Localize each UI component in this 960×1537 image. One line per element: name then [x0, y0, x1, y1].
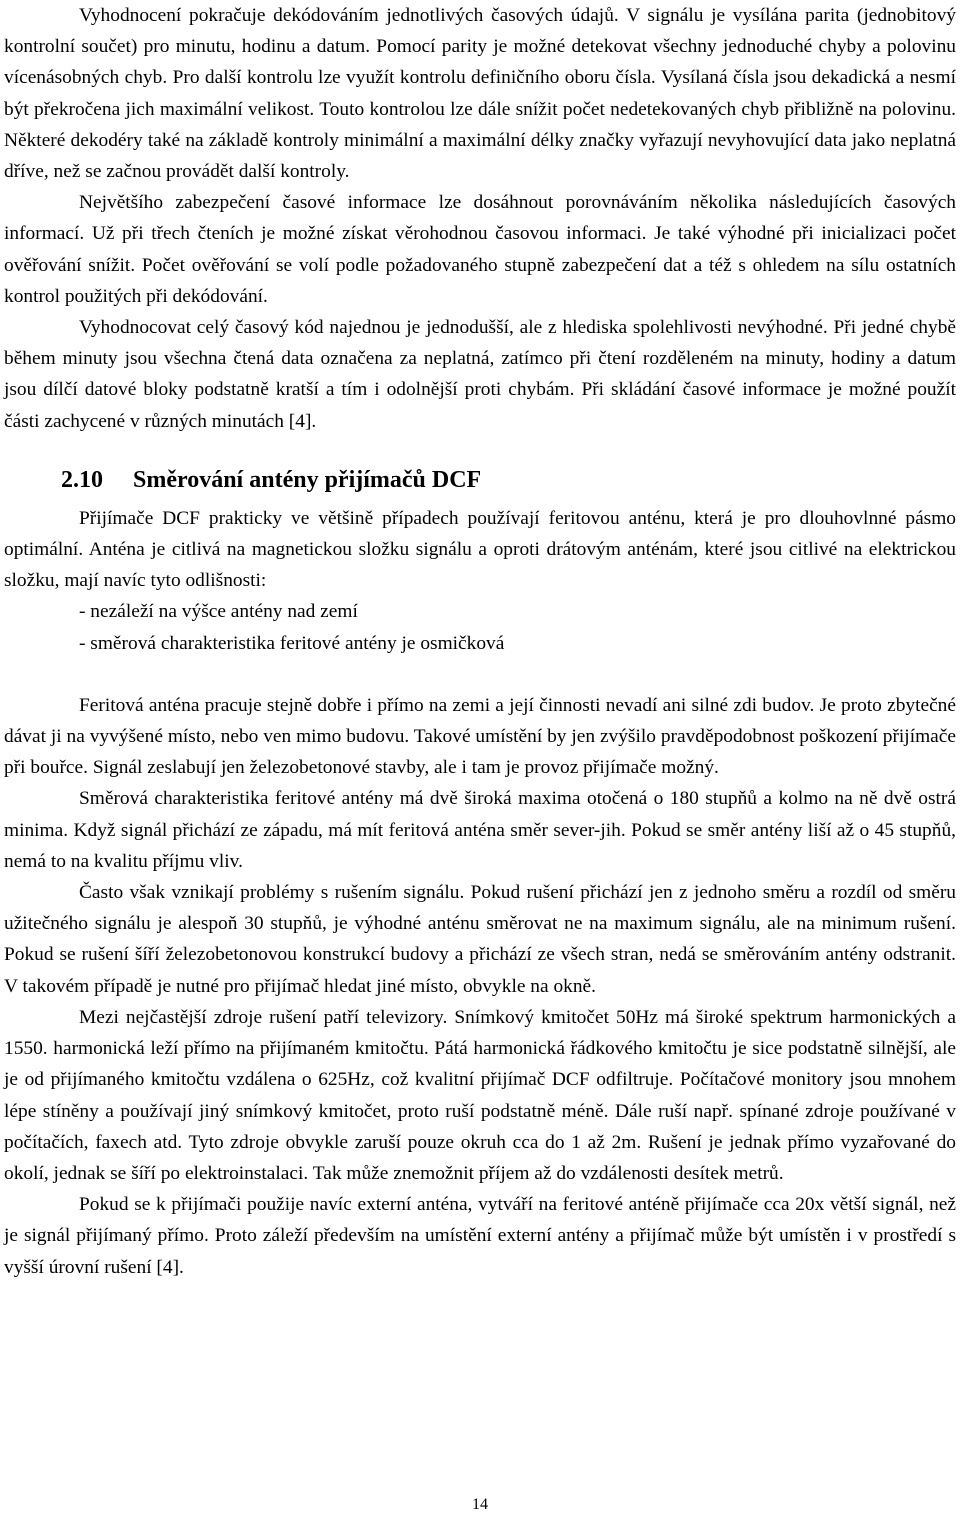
section-title: Směrování antény přijímačů DCF — [133, 466, 482, 493]
paragraph-evaluation: Vyhodnocovat celý časový kód najednou je jednodušší, ale z hlediska spolehlivosti nevýhodné. Při jedné chybě během minuty jsou všechna čtená data označena za neplatná, zatímco při čtení rozděleném na minuty, hodiny a datum jsou dílčí datové bloky podstatně kratší a tím i odolnější proti chybám. Při skládání časové informace je možné použít části zachycené v různých minutách [4]. — [4, 317, 956, 432]
paragraph-gap — [4, 659, 956, 690]
paragraph-external-antenna: Pokud se k přijímači použije navíc externí anténa, vytváří na feritové anténě přijímače cca 20x větší signál, než je signál přijímaný přímo. Proto záleží především na umístění externí antény a přijímač může být umístěn i v prostředí s vyšší úrovní rušení [4]. — [4, 1194, 956, 1278]
paragraph-intro: Přijímače DCF prakticky ve většině případech používají feritovou anténu, která je pro dlouhovlnné pásmo optimální. Anténa je citlivá na magnetickou složku signálu a oproti drátovým anténám, které jsou citlivé na elektrickou složku, mají navíc tyto odlišnosti: — [4, 507, 956, 592]
list-item-height: - nezáleží na výšce antény nad zemí — [79, 601, 358, 623]
paragraph-decoding: Vyhodnocení pokračuje dekódováním jednotlivých časových údajů. V signálu je vysílána parita (jednobitový kontrolní součet) pro minutu, hodinu a datum. Pomocí parity je možné detekovat všechny jednoduché chyby a polovinu vícenásobných chyb. Pro další kontrolu lze využít kontrolu definičního oboru čísla. Vysílaná čísla jsou dekadická a nesmí být překročena jich maximální velikost. Touto kontrolou lze dále snížit počet nedetekovaných chyb přibližně na polovinu. Některé dekodéry také na základě kontroly minimální a maximální délky značky vyřazují nevyhovující data jako neplatná dříve, než se začnou provádět další kontroly. — [4, 5, 956, 183]
document-page — [4, 0, 956, 1283]
paragraph-interference: Často však vznikají problémy s rušením signálu. Pokud rušení přichází jen z jednoho směru a rozdíl od směru užitečného signálu je alespoň 30 stupňů, je výhodné anténu směrovat ne na maximum signálu, ale na minimum rušení. Pokud se rušení šíří železobetonovou konstrukcí budovy a přichází ze všech stran, nedá se směrováním antény odstranit. V takovém případě je nutné pro přijímač hledat jiné místo, obvykle na okně. — [4, 882, 956, 997]
list-item-directional: - směrová charakteristika feritové antény je osmičková — [79, 632, 505, 654]
page-number: 14 — [472, 1496, 488, 1513]
section-heading — [4, 464, 956, 496]
paragraph-sources: Mezi nejčastější zdroje rušení patří televizory. Snímkový kmitočet 50Hz má široké spektrum harmonických a 1550. harmonická leží přímo na přijímaném kmitočtu. Pátá harmonická řádkového kmitočtu je sice podstatně silnější, ale je od přijímaného kmitočtu vzdálena o 625Hz, což kvalitní přijímač DCF odfiltruje. Počítačové monitory jsou mnohem lépe stíněny a používají jiný snímkový kmitočet, proto ruší podstatně méně. Dále ruší např. spínané zdroje používané v počítačích, faxech atd. Tyto zdroje obvykle zaruší pouze okruh cca do 1 až 2m. Rušení je jednak přímo vyzařované do okolí, jednak se šíří po elektroinstalaci. Tak může znemožnit příjem až do vzdálenosti desítek metrů. — [4, 1006, 956, 1184]
section-number: 2.10 — [61, 466, 103, 493]
paragraph-time-security: Největšího zabezpečení časové informace lze dosáhnout porovnáváním několika následujících časových informací. Už při třech čteních je možné získat věrohodnou časovou informaci. Je také výhodné při inicializaci počet ověřování snížit. Počet ověřování se volí podle požadovaného stupně zabezpečení dat a též s ohledem na sílu ostatních kontrol použitých při dekódování. — [4, 192, 956, 307]
paragraph-ferrite: Feritová anténa pracuje stejně dobře i přímo na zemi a její činnosti nevadí ani silné zdi budov. Je proto zbytečné dávat ji na vyvýšené místo, nebo ven mimo budovu. Takové umístění by jen zvýšilo pravděpodobnost poškození přijímače při bouřce. Signál zeslabují jen železobetonové stavby, ale i tam je provoz přijímače možný. — [4, 694, 956, 779]
paragraph-direction: Směrová charakteristika feritové antény má dvě široká maxima otočená o 180 stupňů a kolmo na ně dvě ostrá minima. Když signál přichází ze západu, má mít feritová anténa směr sever-jih. Pokud se směr antény liší až o 45 stupňů, nemá to na kvalitu příjmu vliv. — [4, 788, 956, 872]
